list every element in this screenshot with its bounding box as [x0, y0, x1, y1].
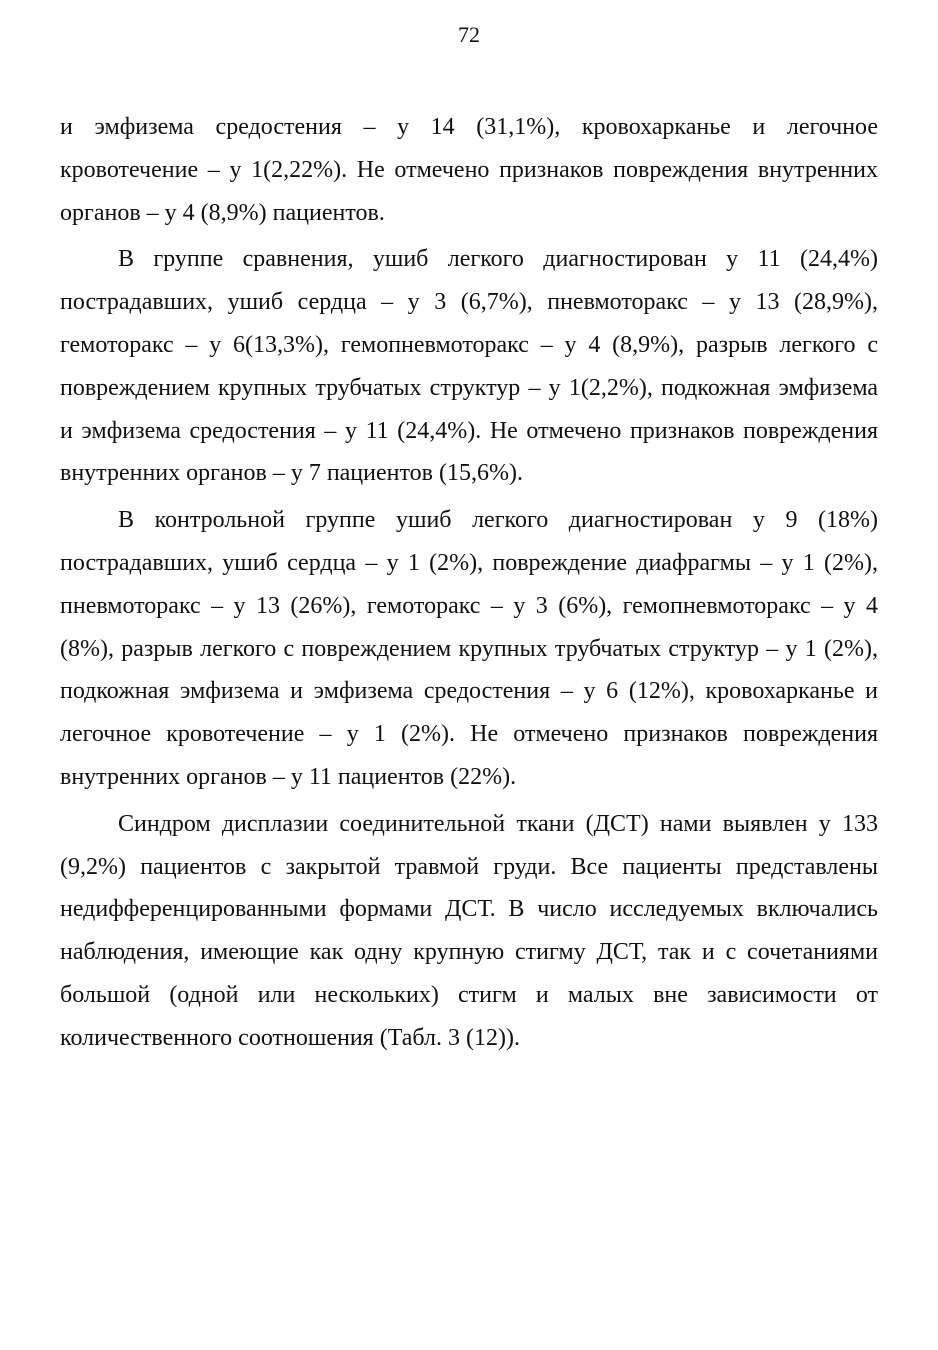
page-number: 72 — [458, 22, 480, 47]
paragraph-continuation: и эмфизема средостения – у 14 (31,1%), кровохарканье и легочное кровотечение – у 1(2,22%). Не отмечено признаков повреждения внутренних органов – у 4 (8,9%) пациентов. — [60, 114, 878, 226]
body-text — [60, 106, 878, 1060]
paragraph-dst-syndrome: Синдром дисплазии соединительной ткани (ДСТ) нами выявлен у 133 (9,2%) пациентов с закрытой травмой груди. Все пациенты представлены недифференцированными формами ДСТ. В число исследуемых включались наблюдения, имеющие как одну крупную стигму ДСТ, так и с сочетаниями большой (одной или нескольких) стигм и малых вне зависимости от количественного соотношения (Табл. 3 (12)). — [60, 810, 878, 1051]
paragraph-control-group: В контрольной группе ушиб легкого диагностирован у 9 (18%) пострадавших, ушиб сердца – у 1 (2%), повреждение диафрагмы – у 1 (2%), пневмоторакс – у 13 (26%), гемоторакс – у 3 (6%), гемопневмоторакс – у 4 (8%), разрыв легкого с повреждением крупных трубчатых структур – у 1 (2%), подкожная эмфизема и эмфизема средостения – у 6 (12%), кровохарканье и легочное кровотечение – у 1 (2%). Не отмечено признаков повреждения внутренних органов – у 11 пациентов (22%). — [60, 507, 878, 790]
paragraph-comparison-group: В группе сравнения, ушиб легкого диагностирован у 11 (24,4%) пострадавших, ушиб сердца – у 3 (6,7%), пневмоторакс – у 13 (28,9%), гемоторакс – у 6(13,3%), гемопневмоторакс – у 4 (8,9%), разрыв легкого с повреждением крупных трубчатых структур – у 1(2,2%), подкожная эмфизема и эмфизема средостения – у 11 (24,4%). Не отмечено признаков повреждения внутренних органов – у 7 пациентов (15,6%). — [60, 246, 878, 487]
